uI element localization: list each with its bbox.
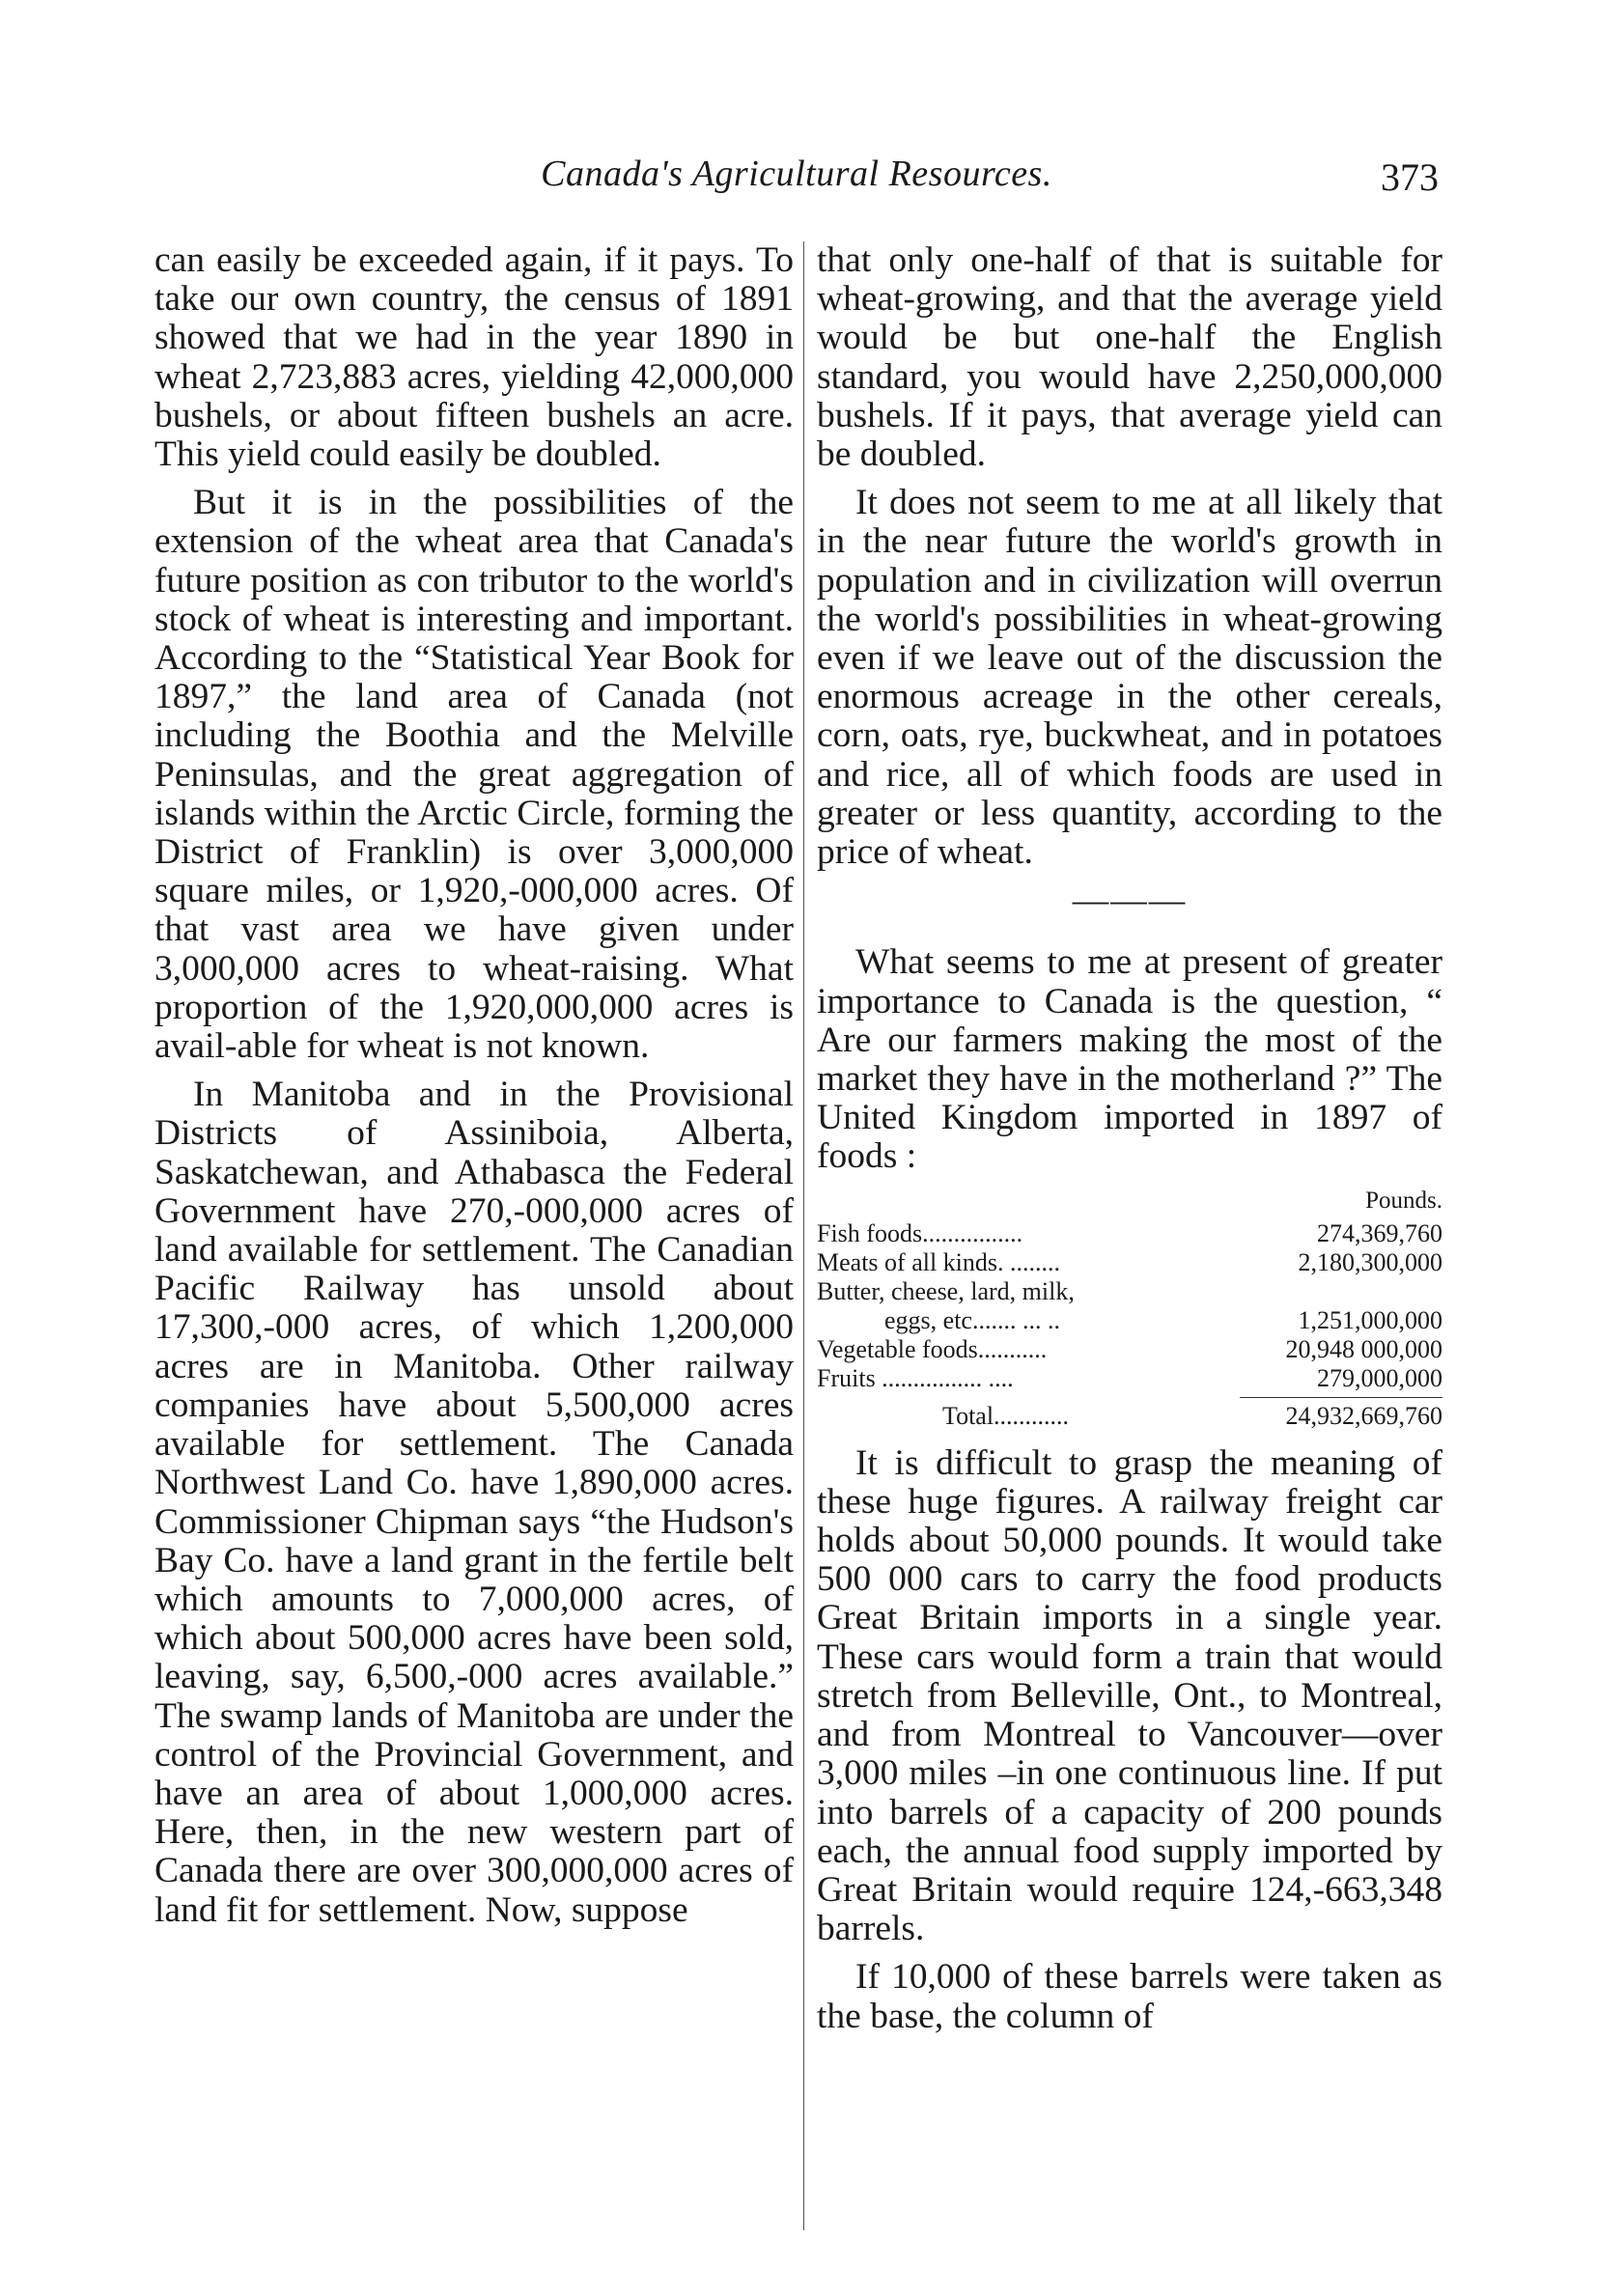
right-paragraph-4: It is difficult to grasp the meaning of these huge figures. A railway freight car holds about 50,000 pounds. It would take 500 000 cars to carry the food products Great Britain imports in a single year. These cars would form a train that would stretch from Belleville, Ont., to Montreal, and from Montreal to Vancouver—over 3,000 miles –in one continuous line. If put into barrels of a capacity of 200 pounds each, the annual food supply imported by Great Britain would require 124,-663,348 barrels. — [817, 1442, 1442, 1949]
row-value — [1211, 1277, 1442, 1306]
section-separator: ——— — [1072, 881, 1188, 921]
right-column — [817, 241, 1442, 2046]
row-label: Fruits ................ .... — [817, 1363, 1014, 1392]
total-value: 24,932,669,760 — [1285, 1401, 1442, 1430]
left-paragraph-3: In Manitoba and in the Provisional Districts of Assiniboia, Alberta, Saskatchewan, and Athabasca the Federal Government have 270,-000,000 acres of land available for settlement. The Canadian Pacific Railway has unsold about 17,300,-000 acres, of which 1,200,000 acres are in Manitoba. Other railway companies have about 5,500,000 acres available for settlement. The Canada Northwest Land Co. have 1,890,000 acres. Commissioner Chipman says “the Hudson's Bay Co. have a land grant in the fertile belt which amounts to 7,000,000 acres, of which about 500,000 acres have been sold, leaving, say, 6,500,-000 acres available.” The swamp lands of Manitoba are under the control of the Provincial Government, and have an area of about 1,000,000 acres. Here, then, in the new western part of Canada there are over 300,000,000 acres of land fit for settlement. Now, suppose — [154, 1075, 794, 1930]
row-value: 1,251,000,000 — [1298, 1305, 1442, 1334]
total-label: Total............ — [942, 1401, 1070, 1430]
row-label: Meats of all kinds. ........ — [817, 1247, 1061, 1276]
table-row — [817, 1277, 1442, 1306]
left-paragraph-1: can easily be exceeded again, if it pays. To take our own country, the census of 1891 showed that we had in the year 1890 in wheat 2,723,883 acres, yielding 42,000,000 bushels, or about fifteen bushels an acre. This yield could easily be doubled. — [154, 240, 794, 475]
page-header — [154, 153, 1439, 210]
food-imports-table — [817, 1187, 1442, 1431]
table-row — [817, 1219, 1442, 1248]
right-paragraph-1: that only one-half of that is suitable for wheat-growing, and that the average yield would be but one-half the English standard, you would have 2,250,000,000 bushels. If it pays, that average yield can be doubled. — [817, 240, 1442, 475]
row-label: eggs, etc....... ... .. — [884, 1305, 1060, 1334]
right-paragraph-3: What seems to me at present of greater importance to Canada is the question, “ Are our farmers making the most of the market they have in the motherland ?” The United Kingdom imported in 1897 of foods : — [817, 942, 1442, 1177]
row-label: Butter, cheese, lard, milk, — [817, 1276, 1075, 1305]
row-label: Vegetable foods........... — [817, 1334, 1048, 1363]
page-number: 373 — [1381, 155, 1439, 199]
left-paragraph-2: But it is in the possibilities of the extension of the wheat area that Canada's future position as con tributor to the world's stock of wheat is interesting and important. According to the “Statistical Year Book for 1897,” the land area of Canada (not including the Boothia and the Melville Peninsulas, and the great aggregation of islands within the Arctic Circle, forming the District of Franklin) is over 3,000,000 square miles, or 1,920,-000,000 acres. Of that vast area we have given under 3,000,000 acres to wheat-raising. What proportion of the 1,920,000,000 acres is avail-able for wheat is not known. — [154, 483, 794, 1067]
row-value: 279,000,000 — [1317, 1363, 1442, 1392]
column-divider — [803, 241, 804, 2230]
table-row — [817, 1306, 1442, 1335]
running-title: Canada's Agricultural Resources. — [541, 154, 1052, 194]
table-total-rule — [1240, 1397, 1442, 1398]
right-paragraph-5: If 10,000 of these barrels were taken as the base, the column of — [817, 1957, 1442, 2036]
table-row — [817, 1248, 1442, 1277]
row-value: 2,180,300,000 — [1298, 1247, 1442, 1276]
table-total-row — [817, 1402, 1442, 1431]
row-value: 274,369,760 — [1317, 1218, 1442, 1247]
left-column — [154, 241, 794, 1940]
table-row — [817, 1335, 1442, 1364]
right-paragraph-2: It does not seem to me at all likely that in the near future the world's growth in population and in civilization will overrun the world's possibilities in wheat-growing even if we leave out of the discussion the enormous acreage in the other cereals, corn, oats, rye, buckwheat, and in potatoes and rice, all of which foods are used in greater or less quantity, according to the price of wheat. — [817, 483, 1442, 873]
row-label: Fish foods................ — [817, 1218, 1023, 1247]
table-row — [817, 1364, 1442, 1393]
row-value: 20,948 000,000 — [1285, 1334, 1442, 1363]
table-unit-header: Pounds. — [1365, 1187, 1442, 1214]
